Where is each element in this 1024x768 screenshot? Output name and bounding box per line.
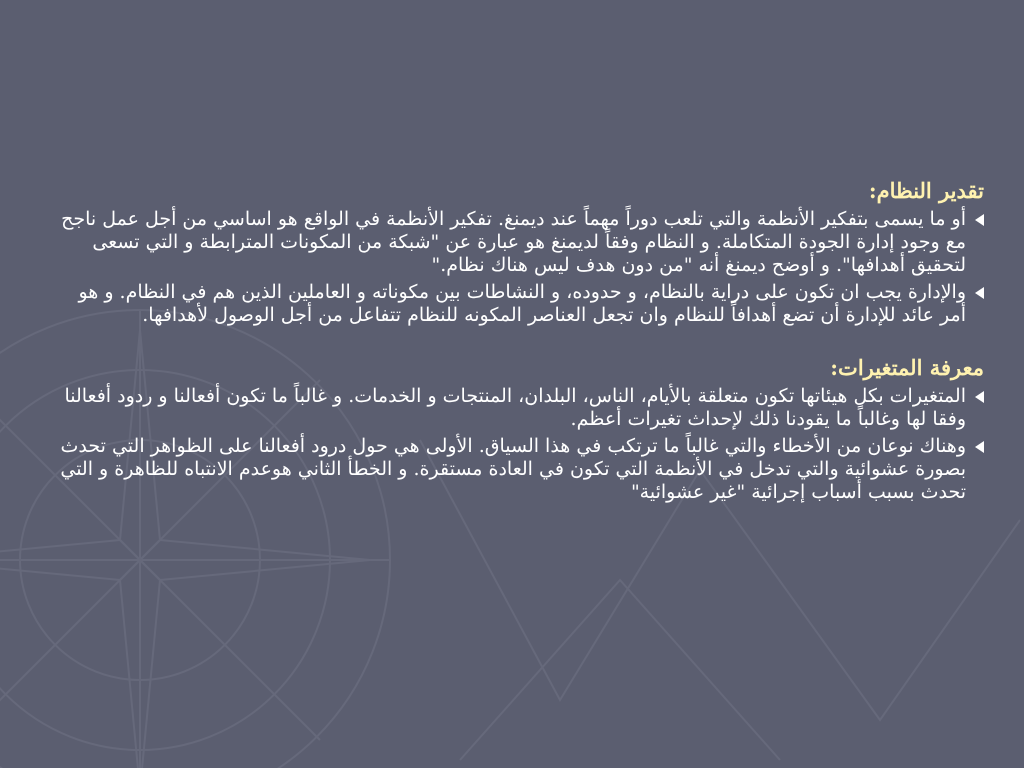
bullet-arrow-icon	[975, 287, 984, 299]
bullet-item	[56, 281, 984, 327]
bullet-arrow-icon	[975, 391, 984, 403]
bullet-item	[56, 385, 984, 431]
section-spacer	[56, 331, 984, 353]
section-knowledge-of-variation	[56, 353, 984, 504]
bullet-arrow-icon	[975, 441, 984, 453]
bullet-item	[56, 208, 984, 277]
bullet-item	[56, 435, 984, 504]
bullet-text: المتغيرات بكل هيئاتها تكون متعلقة بالأيام، الناس، البلدان، المنتجات و الخدمات. و غالباً ما تكون أفعالنا و ردود أفعالنا وفقا لها وغالباً ما يقودنا ذلك لإحداث تغيرات أعظم.	[64, 385, 966, 430]
slide-content	[56, 176, 984, 508]
bullet-text: وهناك نوعان من الأخطاء والتي غالباً ما ترتكب في هذا السياق. الأولى هي حول درود أفعالنا على الظواهر التي تحدث بصورة عشوائية والتي تدخل في الأنظمة التي تكون في العادة مستقرة. و الخطأ الثاني هوعدم الانتباه للظاهرة و التي تحدث بسبب أسباب إجرائية "غير عشوائية"	[60, 435, 966, 503]
bullet-text: والإدارة يجب ان تكون على دراية بالنظام، و حدوده، و النشاطات بين مكوناته و العاملين الذين هم في النظام. و هو أمر عائد للإدارة أن تضع أهدافاً للنظام وان تجعل العناصر المكونه للنظام تتفاعل من أجل الوصول لأهدافها.	[78, 281, 966, 326]
bullet-arrow-icon	[975, 214, 984, 226]
section-system-appreciation	[56, 176, 984, 327]
section-title: معرفة المتغيرات:	[830, 355, 984, 380]
bullet-text: أو ما يسمى بتفكير الأنظمة والتي تلعب دوراً مهماً عند ديمنغ. تفكير الأنظمة في الواقع هو اساسي من أجل عمل ناجح مع وجود إدارة الجودة المتكاملة. و النظام وفقاً لديمنغ هو عبارة عن "شبكة من المكونات المترابطة و التي تسعى لتحقيق أهدافها". و أوضح ديمنغ أنه "من دون هدف ليس هناك نظام."	[61, 208, 966, 276]
section-title: تقدير النظام:	[868, 178, 984, 203]
